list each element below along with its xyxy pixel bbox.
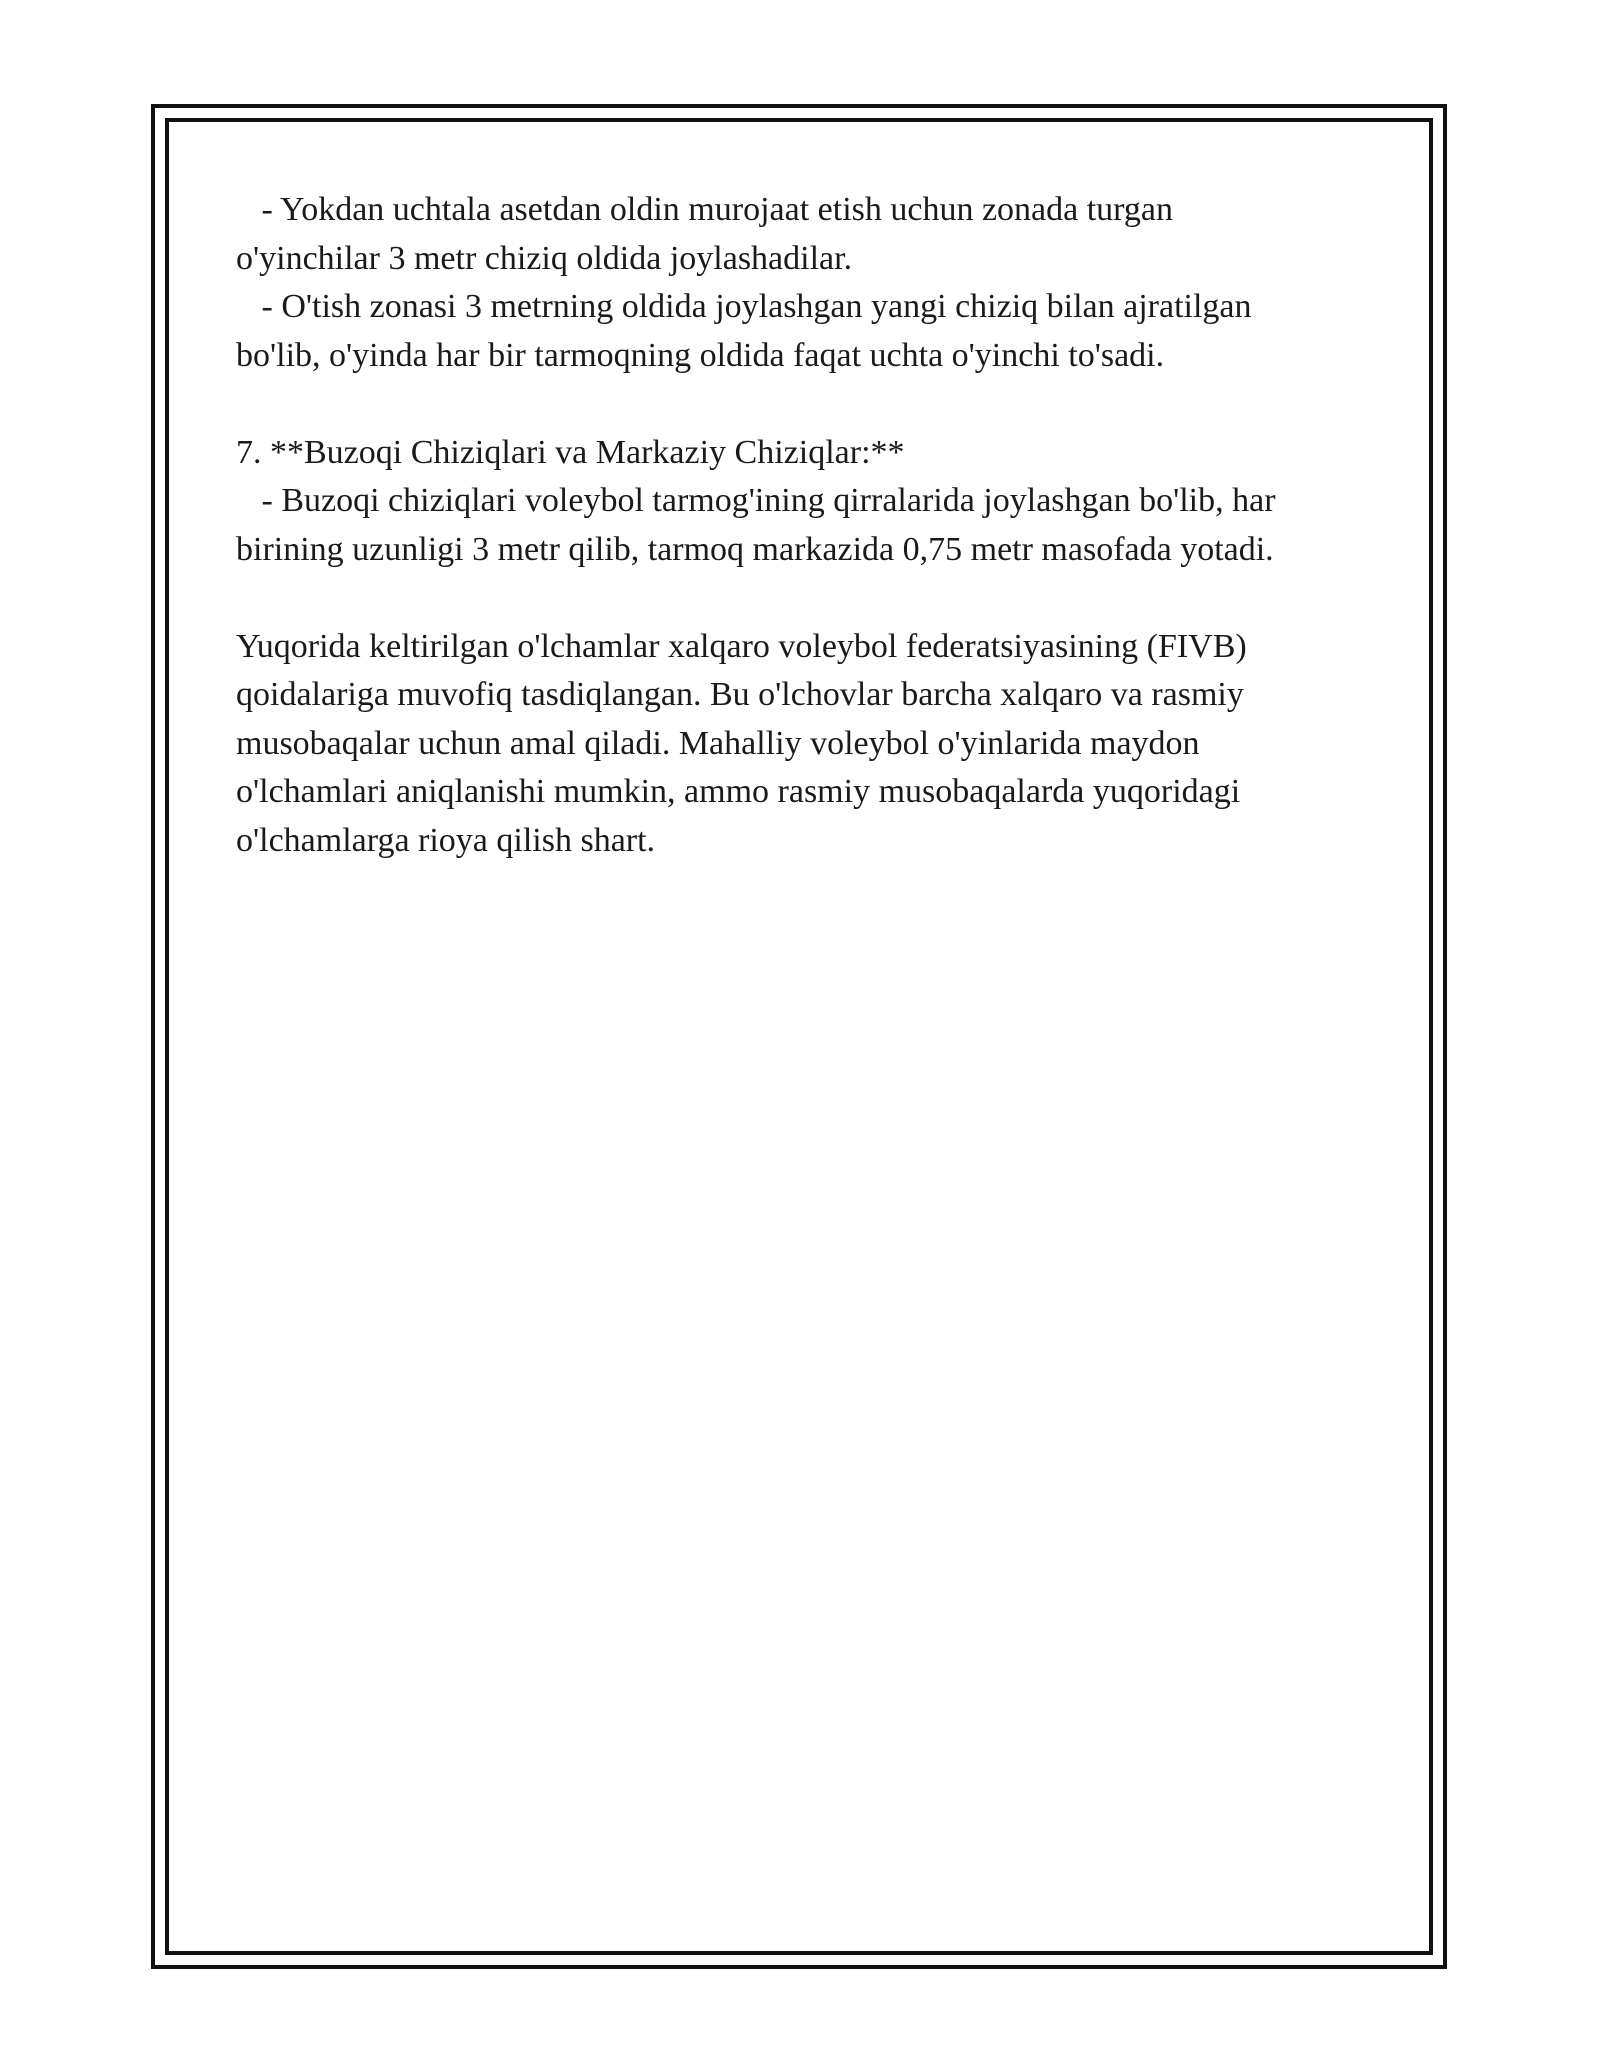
text-line: birining uzunligi 3 metr qilib, tarmoq markazida 0,75 metr masofada yotadi. <box>236 530 1274 568</box>
text-line: Yuqorida keltirilgan o'lchamlar xalqaro voleybol federatsiyasining (FIVB) <box>236 627 1247 665</box>
text-line: bo'lib, o'yinda har bir tarmoqning oldida faqat uchta o'yinchi to'sadi. <box>236 336 1165 374</box>
text-line: o'lchamlarga rioya qilish shart. <box>236 821 656 859</box>
text-line: musobaqalar uchun amal qiladi. Mahalliy voleybol o'yinlarida maydon <box>236 724 1200 762</box>
text-line: - O'tish zonasi 3 metrning oldida joylashgan yangi chiziq bilan ajratilgan <box>236 288 1252 325</box>
paragraph-gap <box>236 380 1376 429</box>
section-7 <box>236 429 1376 575</box>
text-line: qoidalariga muvofiq tasdiqlangan. Bu o'lchovlar barcha xalqaro va rasmiy <box>236 676 1244 713</box>
text-line: - Yokdan uchtala asetdan oldin murojaat etish uchun zonada turgan <box>236 191 1173 228</box>
section-heading: 7. **Buzoqi Chiziqlari va Markaziy Chiziqlar:** <box>236 433 905 471</box>
text-line: o'yinchilar 3 metr chiziq oldida joylashadilar. <box>236 239 853 277</box>
text-line: o'lchamlari aniqlanishi mumkin, ammo rasmiy musobaqalarda yuqoridagi <box>236 773 1241 810</box>
paragraph-bullet-zone <box>236 186 1376 380</box>
document-body <box>236 186 1376 865</box>
paragraph-gap <box>236 574 1376 623</box>
text-line: - Buzoqi chiziqlari voleybol tarmog'ining qirralarida joylashgan bo'lib, har <box>236 482 1276 519</box>
paragraph-conclusion <box>236 623 1376 866</box>
